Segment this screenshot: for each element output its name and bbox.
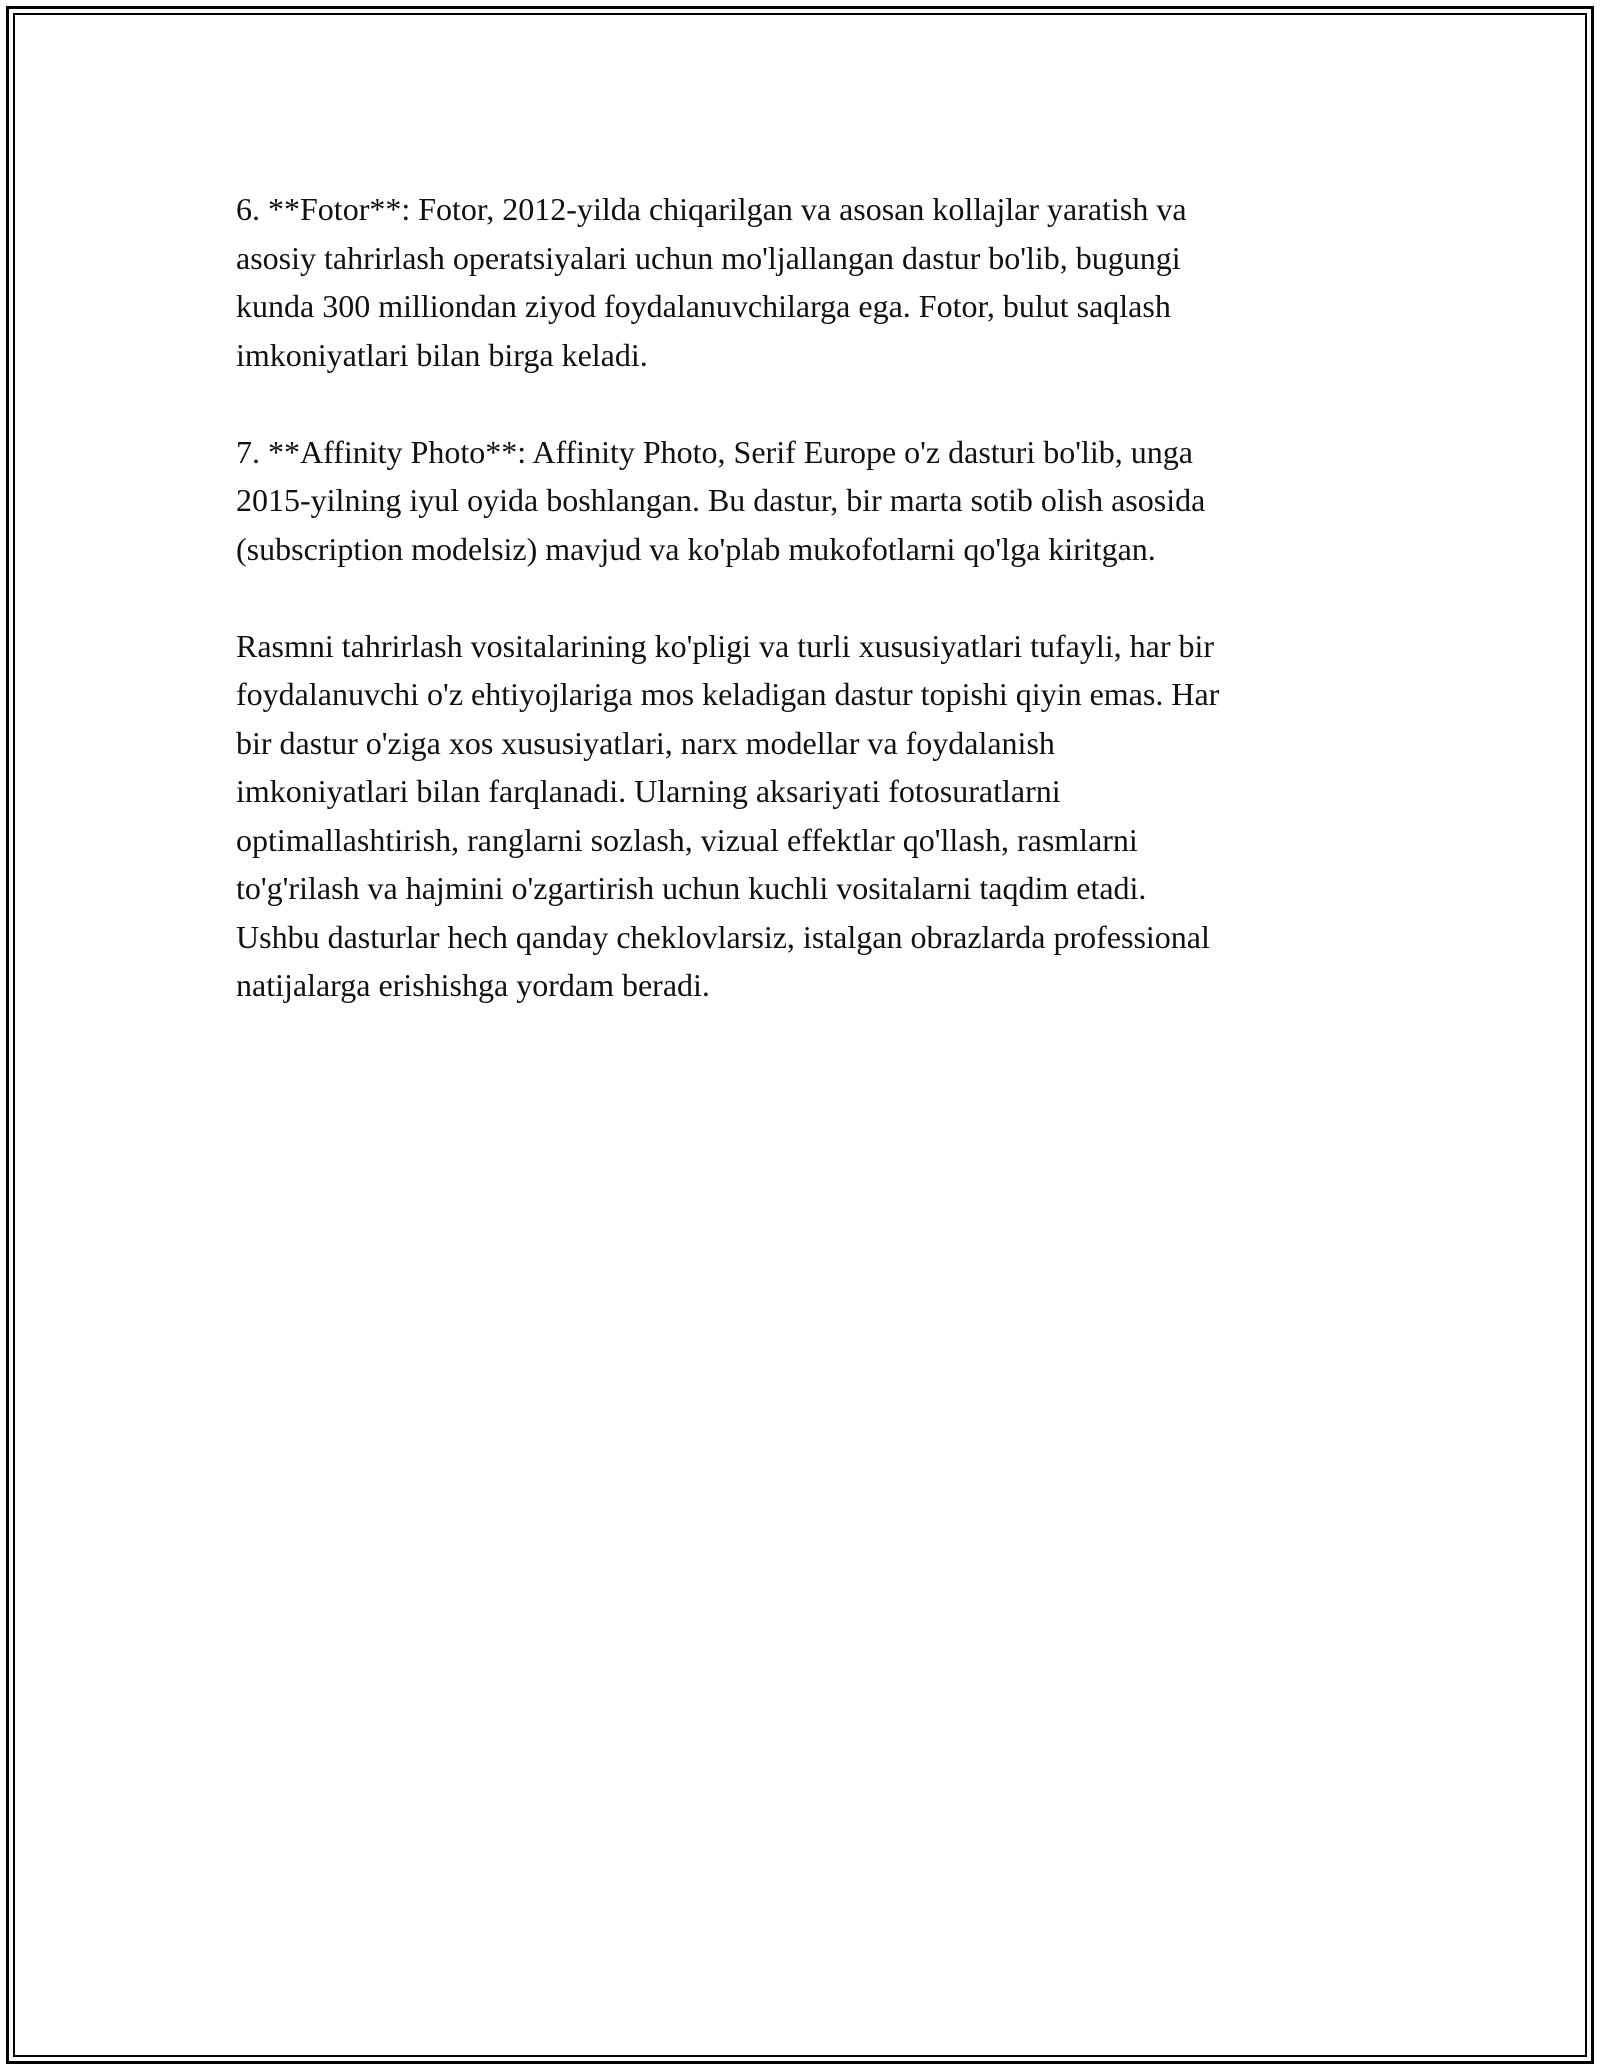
document-body (236, 185, 1376, 1058)
text-line: asosiy tahrirlash operatsiyalari uchun mo'ljallangan dastur bo'lib, bugungi (236, 239, 1181, 276)
text-line: to'g'rilash va hajmini o'zgartirish uchun kuchli vositalarni taqdim etadi. (236, 870, 1147, 906)
text-line: Ushbu dasturlar hech qanday cheklovlarsiz, istalgan obrazlarda professional (236, 918, 1210, 955)
text-line: optimallashtirish, ranglarni sozlash, vizual effektlar qo'llash, rasmlarni (236, 821, 1138, 858)
text-line: Rasmni tahrirlash vositalarining ko'pligi va turli xususiyatlari tufayli, har bir (236, 627, 1215, 664)
paragraph-conclusion (236, 622, 1376, 1010)
text-line: natijalarga erishishga yordam beradi. (236, 967, 710, 1003)
text-line: imkoniyatlari bilan birga keladi. (236, 336, 648, 373)
text-line: kunda 300 milliondan ziyod foydalanuvchilarga ega. Fotor, bulut saqlash (236, 288, 1171, 324)
text-line: (subscription modelsiz) mavjud va ko'plab mukofotlarni qo'lga kiritgan. (236, 530, 1156, 567)
text-line: 7. **Affinity Photo**: Affinity Photo, Serif Europe o'z dasturi bo'lib, unga (236, 433, 1193, 470)
paragraph-fotor (236, 185, 1376, 379)
text-line: 6. **Fotor**: Fotor, 2012-yilda chiqarilgan va asosan kollajlar yaratish va (236, 191, 1187, 227)
text-line: imkoniyatlari bilan farqlanadi. Ularning aksariyati fotosuratlarni (236, 773, 1061, 809)
paragraph-affinity-photo (236, 428, 1376, 574)
text-line: foydalanuvchi o'z ehtiyojlariga mos keladigan dastur topishi qiyin emas. Har (236, 676, 1220, 712)
text-line: 2015-yilning iyul oyida boshlangan. Bu dastur, bir marta sotib olish asosida (236, 482, 1206, 518)
text-line: bir dastur o'ziga xos xususiyatlari, narx modellar va foydalanish (236, 724, 1055, 761)
